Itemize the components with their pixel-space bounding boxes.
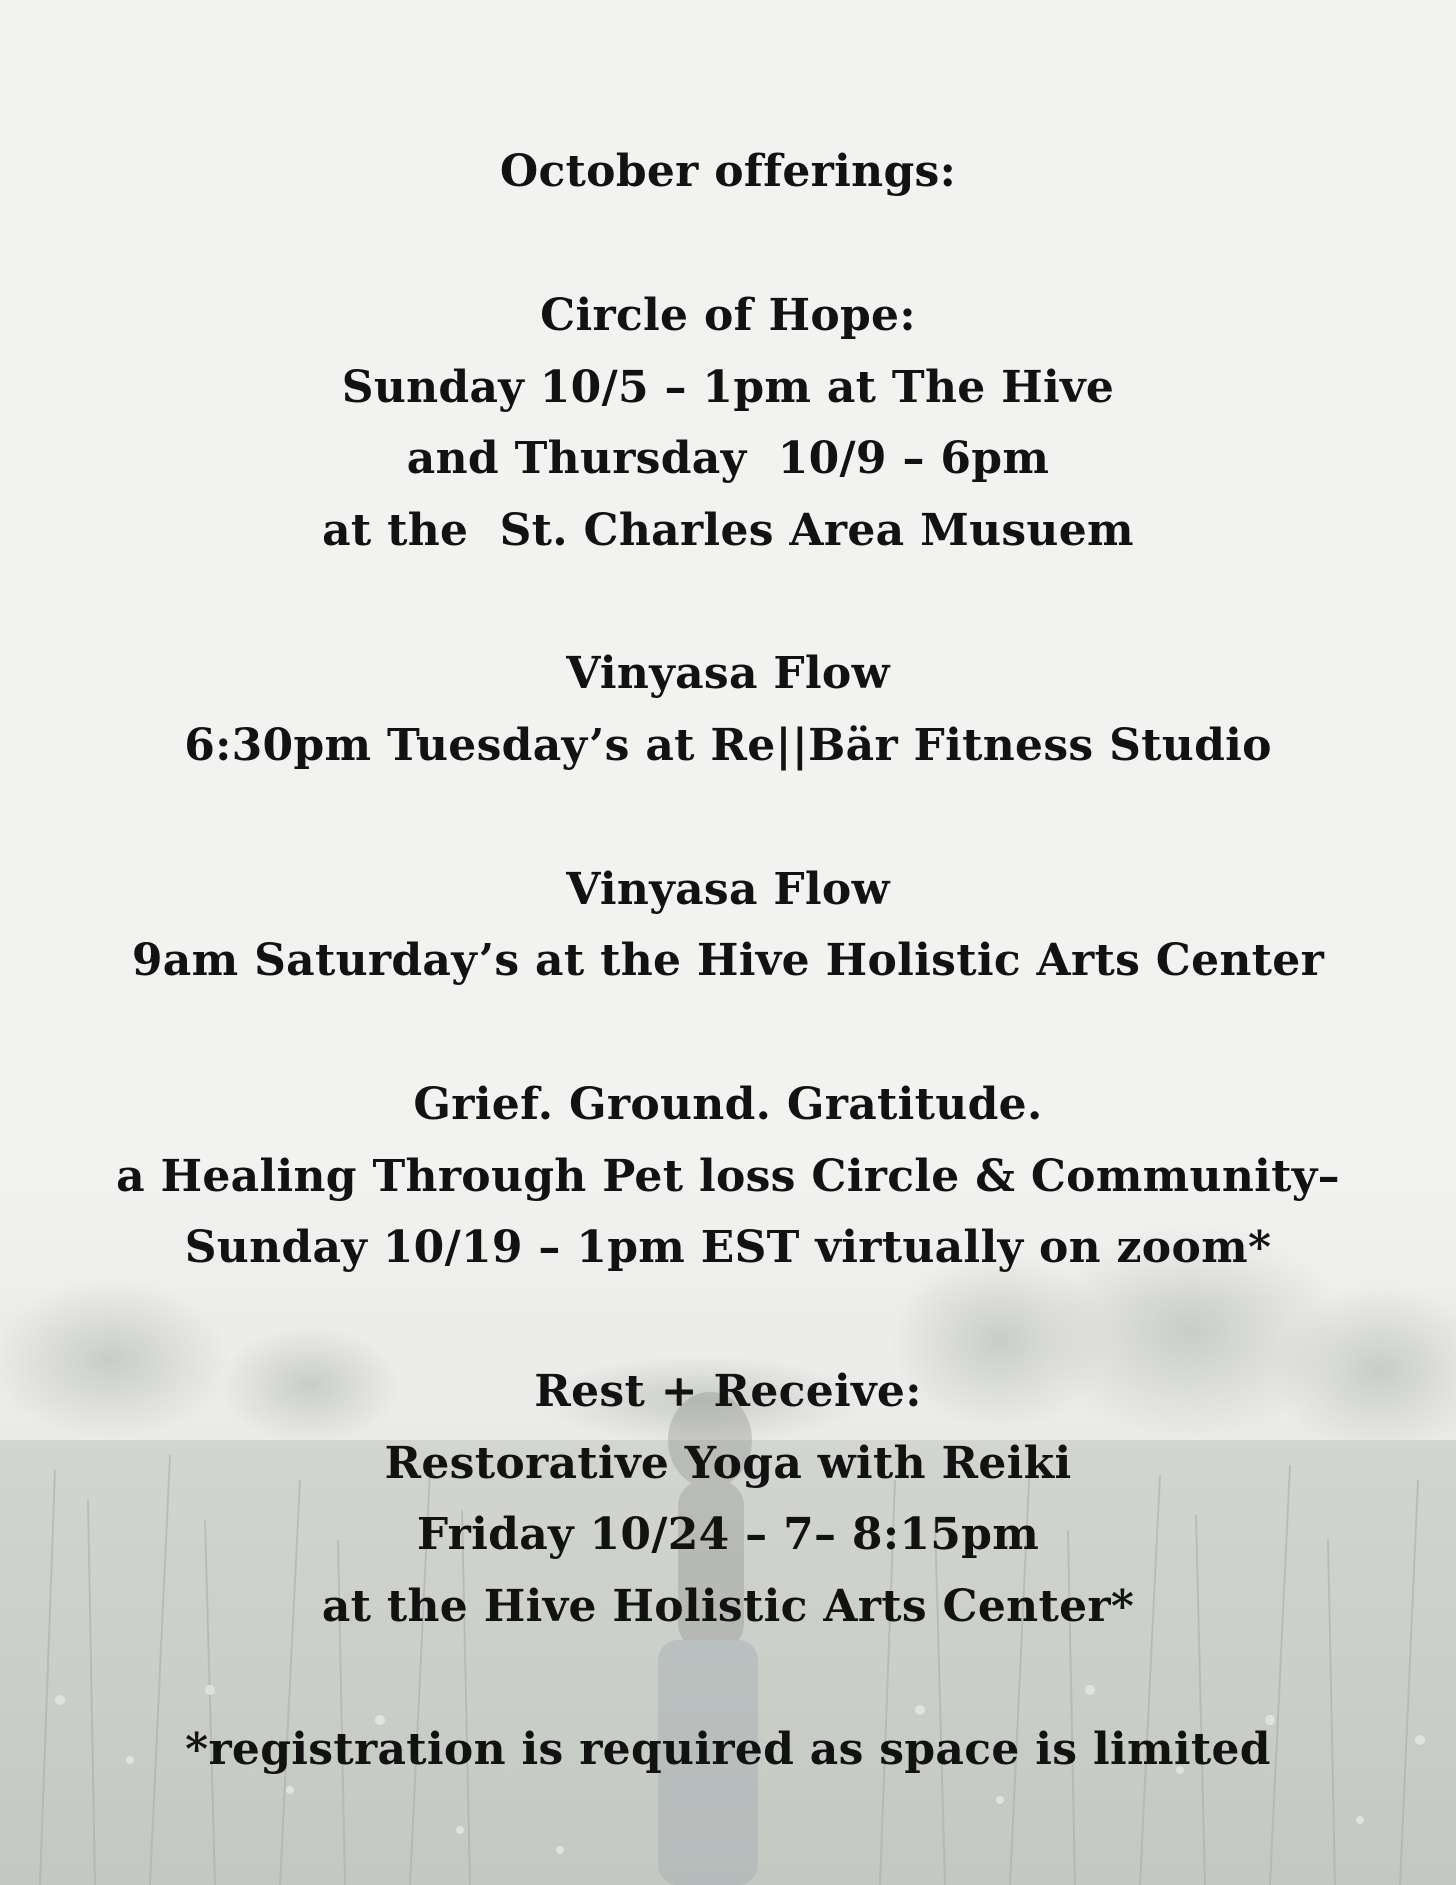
- circle-of-hope-location: at the St. Charles Area Musuem: [322, 505, 1134, 556]
- vinyasa-tuesday-title: Vinyasa Flow: [566, 648, 890, 699]
- circle-of-hope-date-2: and Thursday 10/9 – 6pm: [406, 433, 1050, 484]
- circle-of-hope-title: Circle of Hope:: [540, 290, 916, 341]
- vinyasa-tuesday-details: 6:30pm Tuesday’s at Re||Bär Fitness Studio: [184, 720, 1272, 771]
- rest-receive-location: at the Hive Holistic Arts Center*: [321, 1581, 1135, 1632]
- heading: October offerings:: [499, 146, 957, 197]
- grief-circle-date: Sunday 10/19 – 1pm EST virtually on zoom*: [184, 1222, 1272, 1273]
- vinyasa-saturday-details: 9am Saturday’s at the Hive Holistic Arts Center: [131, 935, 1325, 986]
- circle-of-hope-date-1: Sunday 10/5 – 1pm at The Hive: [341, 362, 1115, 413]
- registration-footnote: *registration is required as space is limited: [185, 1724, 1271, 1775]
- grief-circle-title: Grief. Ground. Gratitude.: [413, 1079, 1043, 1130]
- rest-receive-date: Friday 10/24 – 7– 8:15pm: [416, 1509, 1040, 1560]
- grief-circle-subtitle: a Healing Through Pet loss Circle & Community–: [116, 1151, 1340, 1202]
- rest-receive-title: Rest + Receive:: [534, 1366, 922, 1417]
- vinyasa-saturday-title: Vinyasa Flow: [566, 864, 890, 915]
- rest-receive-subtitle: Restorative Yoga with Reiki: [384, 1438, 1072, 1489]
